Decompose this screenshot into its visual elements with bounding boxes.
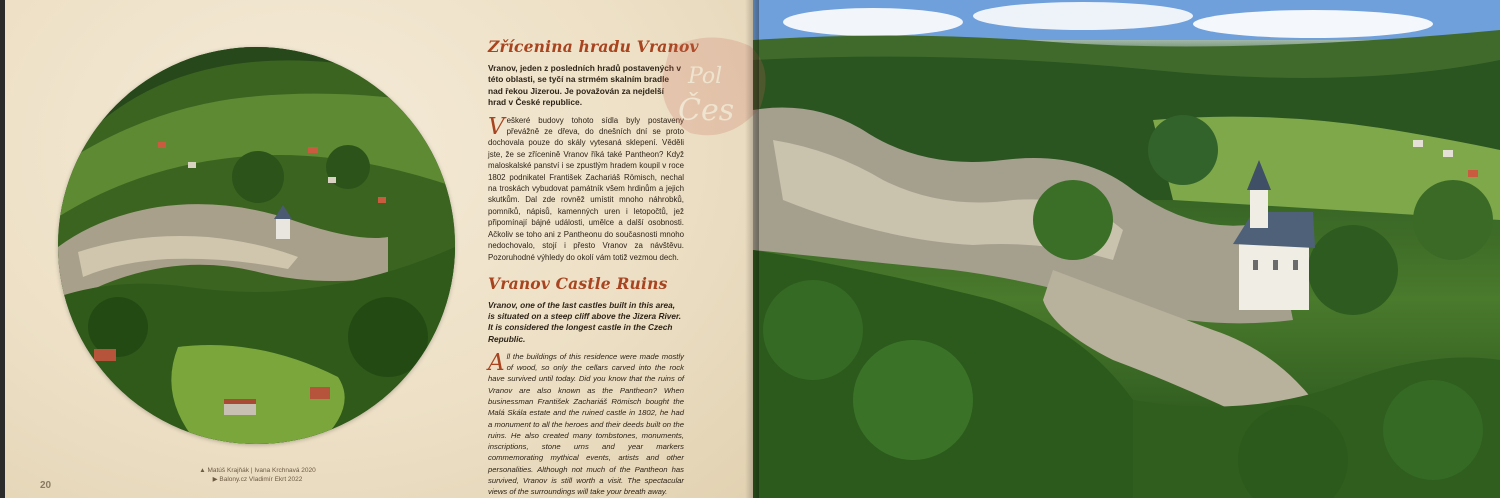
hillside-illustration xyxy=(58,47,455,444)
photo-credit-line: ▶ Balony.cz Vladimír Ekrt 2022 xyxy=(212,476,303,483)
photo-credits xyxy=(175,466,340,484)
article-title-cz: Zřícenina hradu Vranov xyxy=(488,37,699,56)
article-title-en: Vranov Castle Ruins xyxy=(488,273,668,293)
photo-credit-line: ▲ Matúš Krajňák | Ivana Krchnavá 2020 xyxy=(199,467,316,474)
article-body-en-text: ll the buildings of this residence were made mostly of wood, so only the cellars carved into the rock have survived until today. Did you know that the ruins of Vranov are also known as the Pantheon? When businessman František Zachariáš Römisch bought the Malá Skála estate and the ruined castle in 1802, he had a monument to all the heroes and their deeds built on the ruins. He also created many tombstones, monuments, inscriptions, stone urns and year markers commemorating mythical events, artists and other personalities. Although not much of the Pantheon has survived, Vranov is still worth a visit. The spectacular views of the surroundings will take your breath away. xyxy=(488,351,684,497)
castle-aerial-photo-circle xyxy=(58,47,455,444)
dropcap-en: A xyxy=(488,349,505,376)
castle-landscape-photo xyxy=(753,0,1500,498)
watermark-text-1: Pol xyxy=(688,64,723,89)
article-body-cz-text: eškeré budovy tohoto sídla byly postaveny převážně ze dřeva, do dnešních dní se proto dochovala pouze do skály vytesaná sklepení. Věděli jste, že se zřícenině Vranov říká také Pantheon? Když maloskalské panství i se zpustlým hradem koupil v roce 1802 podnikatel František Zachariáš Römisch, nechal na troskách vybudovat památník všem hrdinům a jejich skutkům. Dal zde rovněž umístit mnoho náhrobků, pomníků, nápisů, kamenných uren i letopočtů, jež připomínají bájné události, umělce a další osobnosti. Ačkoliv se toho ani z Pantheonu do současnosti mnoho nedochovalo, stojí i přesto Vranov za návštěvu. Pozoruhodné výhledy do okolí vám totiž vezmou dech. xyxy=(488,115,684,262)
right-page-aerial-photo xyxy=(753,0,1500,498)
article-lead-cz: Vranov, jeden z posledních hradů postavených v této oblasti, se tyčí na strmém skalním bradle nad řekou Jizerou. Je považován za nejdelší hrad v České republice. xyxy=(488,63,681,108)
watermark-text-2: Čes xyxy=(678,93,735,128)
article-body-en xyxy=(488,351,684,498)
watermark-logo xyxy=(650,28,780,148)
left-page xyxy=(5,0,753,498)
page-number: 20 xyxy=(40,480,52,491)
article-lead-en: Vranov, one of the last castles built in this area, is situated on a steep cliff above the Jizera River. It is considered the longest castle in the Czech Republic. xyxy=(488,299,682,344)
dropcap-cz: V xyxy=(488,113,505,140)
